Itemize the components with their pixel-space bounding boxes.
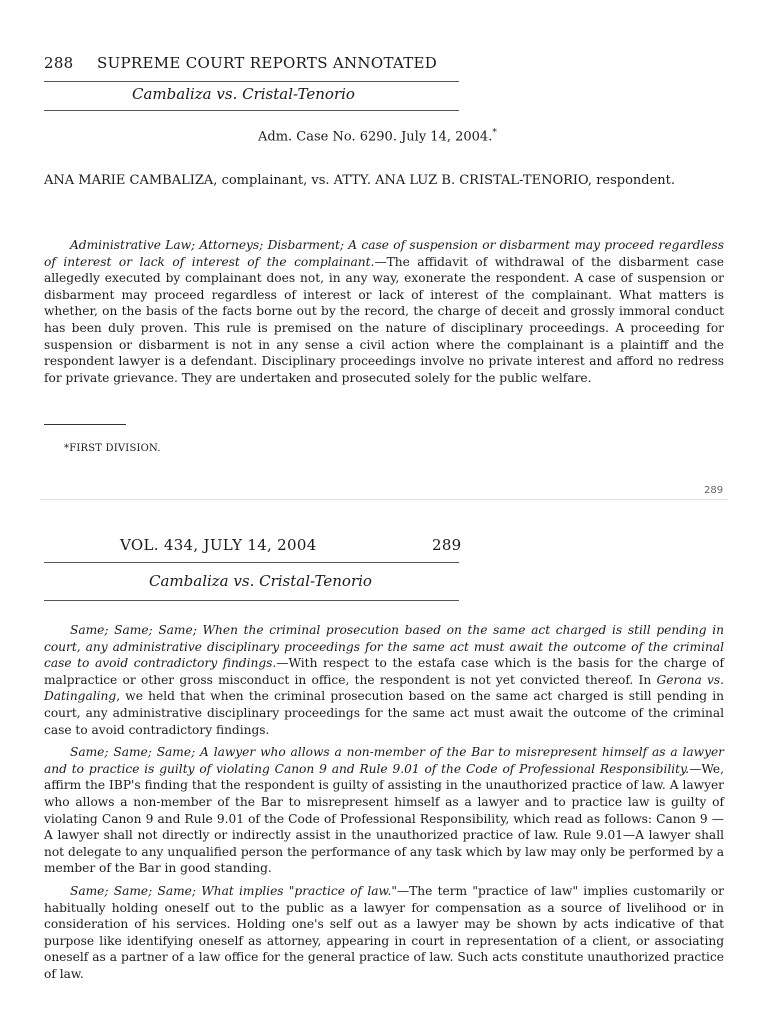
footnote-rule <box>44 424 126 425</box>
header-rule-bottom <box>44 110 459 111</box>
syllabus-paragraph <box>44 744 724 877</box>
syllabus-paragraph <box>44 622 724 738</box>
volume-title: VOL. 434, JULY 14, 2004 <box>120 536 317 554</box>
headnote: Same; Same; Same; A lawyer who allows a non-member of the Bar to misrepresent himself as a lawyer and to practice is guilty of violating Canon 9 and Rule 9.01 of the Code of Professional Responsibility. <box>44 745 724 776</box>
parties-line: ANA MARIE CAMBALIZA, complainant, vs. ATTY. ANA LUZ B. CRISTAL-TENORIO, respondent. <box>44 173 676 188</box>
page-number: 288 <box>44 54 74 72</box>
syllabus-text: —The affidavit of withdrawal of the disbarment case allegedly executed by complainant does not, in any way, exonerate the respondent. A case of suspension or disbarment may proceed regardless of interest or lack of interest of the complainant. What matters is whether, on the basis of the facts borne out by the record, the charge of deceit and grossly immoral conduct has been duly proven. This rule is premised on the nature of disciplinary proceedings. A proceeding for suspension or disbarment is not in any sense a civil action where the complainant is a plaintiff and the respondent lawyer is a defendant. Disciplinary proceedings involve no private interest and afford no redress for private grievance. They are undertaken and prosecuted solely for the public welfare. <box>44 254 725 385</box>
paragraph-text: —With respect to the estafa case which is the basis for the charge of malpractice or other gross misconduct in office, the respondent is not yet convicted thereof. In <box>44 656 724 687</box>
case-caption: Cambaliza vs. Cristal-Tenorio <box>149 572 372 590</box>
header-rule-bottom <box>44 600 459 601</box>
header-rule-top <box>44 562 459 563</box>
header-rule-top <box>44 81 459 82</box>
case-caption: Cambaliza vs. Cristal-Tenorio <box>132 85 355 103</box>
footnote-marker: * <box>492 128 497 138</box>
syllabus-continued <box>44 622 724 988</box>
case-number: Adm. Case No. 6290. July 14, 2004. <box>258 129 493 145</box>
footnote: *FIRST DIVISION. <box>64 443 161 454</box>
syllabus-headnote: Administrative Law; Attorneys; Disbarment; A case of suspension or disbarment may proceed regardless of interest or lack of interest of the complainant. <box>44 238 724 269</box>
syllabus-paragraph <box>44 883 724 983</box>
case-number-line <box>258 128 497 144</box>
headnote: Same; Same; Same; What implies "practice of law." <box>70 883 397 898</box>
paragraph-text: —The term "practice of law" implies customarily or habitually holding oneself out to the public as a lawyer for compensation as a source of livelihood or in consideration of his services. Holding one's self out as a lawyer may be shown by acts indicative of that purpose like identifying oneself as attorney, appearing in court in representation of a client, or associating oneself as a partner of a law office for the general practice of law. Such acts constitute unauthorized practice of law. <box>44 883 724 981</box>
case-reference: Gerona vs. Datingaling <box>44 672 724 704</box>
headnote: Same; Same; Same; When the criminal prosecution based on the same act charged is still pending in court, any administrative disciplinary proceedings for the same act must await the outcome of the criminal case to avoid contradictory findings. <box>44 623 724 671</box>
page-separator <box>40 499 728 500</box>
page-number: 289 <box>432 536 462 554</box>
paragraph-text: —We, affirm the IBP's finding that the respondent is guilty of assisting in the unauthorized practice of law. A lawyer who allows a non-member of the Bar to misrepresent himself as a lawyer and to practice law is guilty of violating Canon 9 and Rule 9.01 of the Code of Professional Responsibility, which read as follows: Canon 9 —A lawyer shall not directly or indirectly assist in the unauthorized practice of law. Rule 9.01—A lawyer shall not delegate to any unqualified person the performance of any task which by law may only be performed by a member of the Bar in good standing. <box>44 761 724 876</box>
page-corner-number: 289 <box>704 485 724 496</box>
syllabus <box>44 237 724 386</box>
reporter-title: SUPREME COURT REPORTS ANNOTATED <box>97 54 438 72</box>
paragraph-text: , we held that when the criminal prosecution based on the same act charged is still pending in court, any administrative disciplinary proceedings for the same act must await the outcome of the criminal case to avoid contradictory findings. <box>44 689 724 737</box>
